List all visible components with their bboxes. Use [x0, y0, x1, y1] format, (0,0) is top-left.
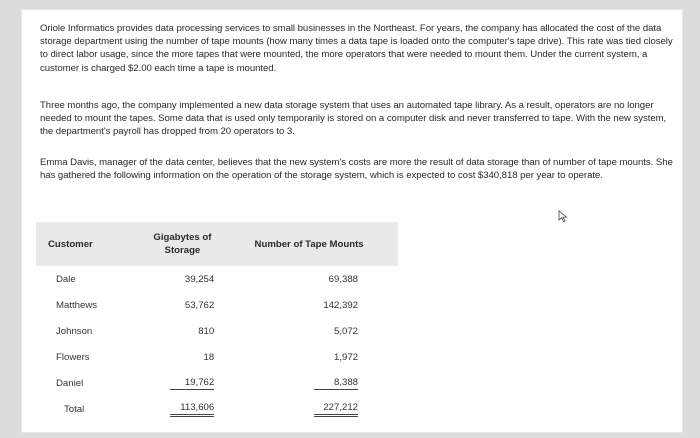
paragraph-new-system: Three months ago, the company implemented a new data storage system that uses an automated tape library. As a result, operators are no longer needed to mount the tapes. Some data that is used only temporarily is stored on a computer disk and never transferred to tape. With the new system, the department's payroll has dropped from 20 operators to 3. — [40, 100, 667, 138]
cell-gigabytes: 39,254 — [184, 273, 215, 285]
document-page — [22, 10, 682, 432]
header-gigabytes-line1: Gigabytes of — [153, 232, 212, 243]
mouse-cursor-icon — [558, 210, 568, 222]
total-mounts-value: 227,212 — [314, 402, 358, 417]
cell-customer: Johnson — [56, 325, 93, 337]
table-row — [36, 344, 398, 370]
cell-customer: Daniel — [56, 377, 84, 389]
cell-mounts — [220, 370, 398, 396]
table-row — [36, 292, 398, 318]
cell-customer: Dale — [56, 273, 76, 285]
cell-gigabytes — [145, 370, 221, 396]
cell-gigabytes-value: 19,762 — [170, 377, 214, 390]
cell-mounts-value: 8,388 — [314, 377, 358, 390]
table-header-row — [36, 222, 398, 266]
cell-customer: Matthews — [56, 299, 98, 311]
storage-data-table — [36, 222, 398, 422]
total-gigabytes-value: 113,606 — [170, 402, 214, 417]
table-row — [36, 266, 398, 292]
cell-total-gigabytes — [145, 396, 221, 422]
cell-gigabytes: 18 — [203, 351, 215, 363]
cell-total-label: Total — [64, 403, 85, 415]
cell-mounts: 69,388 — [328, 273, 358, 285]
cell-mounts: 1,972 — [333, 351, 358, 363]
header-customer: Customer — [36, 222, 145, 266]
cell-mounts: 5,072 — [333, 325, 358, 337]
cell-customer: Flowers — [56, 351, 90, 363]
cell-mounts: 142,392 — [323, 299, 358, 311]
cell-total-mounts — [220, 396, 398, 422]
paragraph-company-background: Oriole Informatics provides data processing services to small businesses in the Northeast. For years, the company has allocated the cost of the data storage department using the number of tape mounts (how many times a data tape is loaded onto the computer's tape drive). This rate was tied closely to direct labor usage, since the more tapes that were mounted, the more operators that were needed to mount them. Under the current system, a customer is charged $2.00 each time a tape is mounted. — [40, 23, 673, 74]
paragraph-manager-info: Emma Davis, manager of the data center, believes that the new system's costs are more the result of data storage than of number of tape mounts. She has gathered the following information on the operation of the storage system, which is expected to cost $340,818 per year to operate. — [40, 157, 673, 182]
table-row — [36, 318, 398, 344]
header-gigabytes — [145, 222, 221, 266]
cell-gigabytes: 810 — [198, 325, 215, 337]
header-gigabytes-line2: Storage — [164, 245, 201, 256]
table-row — [36, 370, 398, 396]
table-total-row — [36, 396, 398, 422]
header-tape-mounts: Number of Tape Mounts — [220, 222, 398, 266]
cell-gigabytes: 53,762 — [184, 299, 215, 311]
